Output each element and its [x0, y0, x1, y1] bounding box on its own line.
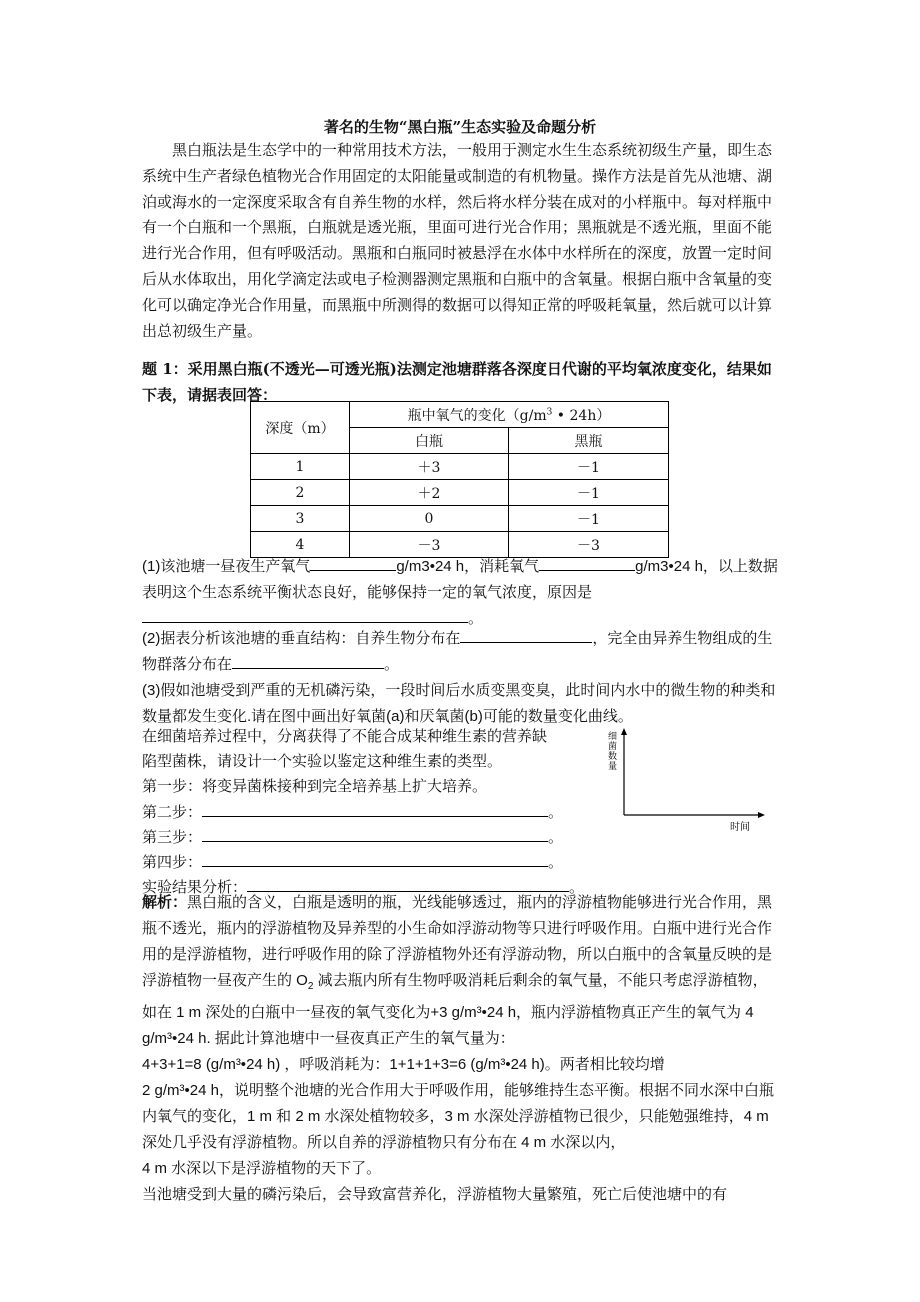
analysis-label: 解析： [142, 894, 188, 911]
result-end: 。 [569, 879, 585, 896]
table-row [251, 506, 669, 532]
black-cell: －1 [509, 454, 669, 480]
y-axis-arrow [621, 728, 627, 735]
step-2-label: 第二步： [142, 804, 203, 821]
step-1: 第一步：将变异菌株接种到完全培养基上扩大培养。 [142, 778, 488, 795]
q1-text-b: g/m3•24 h，消耗氧气 [396, 558, 540, 575]
q2-text-a: (2)据表分析该池塘的垂直结构：自养生物分布在 [142, 630, 461, 647]
answer-blank-reason[interactable] [142, 606, 468, 623]
depth-cell: 3 [251, 506, 350, 532]
answer-blank-step-3[interactable] [202, 825, 548, 842]
black-cell: －3 [509, 532, 669, 558]
oxygen-table [250, 401, 669, 558]
answer-blank-oxygen-consumed[interactable] [539, 554, 635, 571]
answer-blank-step-4[interactable] [202, 850, 548, 867]
graph-y-label [608, 731, 617, 772]
sub-question-2 [142, 626, 782, 678]
step-4-label: 第四步： [142, 854, 203, 871]
analysis-text-1b: 减去瓶内所有生物呼吸消耗后剩余的氧气量，不能只考虑浮游植物，如在 1 m 深处的白瓶中一昼夜的氧气变化为+3 g/m³•24 h，瓶内浮游植物真正产生的氧气为 4 g/m³•24 h. 据此计算池塘中一昼夜真正产生的氧气量为： [142, 972, 768, 1047]
result-label: 实验结果分析： [142, 879, 248, 896]
step-3-end: 。 [548, 829, 564, 846]
white-cell: ＋2 [350, 480, 509, 506]
answer-blank-heterotroph-zone[interactable] [232, 652, 384, 669]
step-3 [142, 825, 563, 847]
step-2 [142, 800, 563, 822]
q1-text-c: g/m3•24 h，以上数据表明这个生态系统平衡状态良好，能够保持一定的氧气浓度，原因是 [142, 558, 778, 601]
step-3-label: 第三步： [142, 829, 203, 846]
depth-cell: 1 [251, 454, 350, 480]
analysis-subscript: 2 [307, 981, 314, 992]
answer-blank-autotroph-zone[interactable] [460, 626, 592, 643]
analysis-text-5: 当池塘受到大量的磷污染后，会导致富营养化，浮游植物大量繁殖，死亡后使池塘中的有 [142, 1186, 728, 1203]
q1-text-d: 。 [468, 610, 484, 627]
table-header-depth: 深度（m） [251, 402, 350, 454]
header-prefix: 瓶中氧气的变化（g/m [407, 407, 547, 424]
q2-text-c: 。 [384, 656, 400, 673]
document-title: 著名的生物“黑白瓶”生态实验及命题分析 [323, 118, 597, 136]
step-4 [142, 850, 563, 872]
step-4-end: 。 [548, 854, 564, 871]
graph-x-label: 时间 [730, 822, 750, 833]
bacteria-text-line-2: 陷型菌株，请设计一个实验以鉴定这种维生素的类型。 [142, 753, 503, 770]
black-cell: －1 [509, 480, 669, 506]
analysis-text-4: 4 m 水深以下是浮游植物的天下了。 [142, 1160, 382, 1177]
graph-y-label-char: 数 [608, 752, 618, 762]
q2-text-b: ，完全由异养生物组成的生物群落分布在 [142, 630, 773, 673]
graph-y-label-char: 量 [608, 762, 618, 772]
table-header-white-bottle: 白瓶 [350, 428, 509, 454]
header-suffix: • 24h） [552, 407, 611, 424]
step-2-end: 。 [548, 804, 564, 821]
depth-cell: 4 [251, 532, 350, 558]
analysis-text-1: 黑白瓶的含义，白瓶是透明的瓶，光线能够透过，瓶内的浮游植物能够进行光合作用，黑瓶不透光，瓶内的浮游植物及异养型的小生命如浮游动物等只进行呼吸作用。白瓶中进行光合作用的是浮游植物，进行呼吸作用的除了浮游植物外还有浮游动物，所以白瓶中的含氧量反映的是浮游植物一昼夜产生的 O [142, 894, 773, 989]
table-row [251, 480, 669, 506]
bacteria-count-graph[interactable] [600, 725, 770, 835]
analysis-text-2: 4+3+1=8 (g/m³•24 h) ，呼吸消耗为：1+1+1+3=6 (g/m³•24 h)。两者相比较均增 [142, 1056, 665, 1073]
question-1-heading: 题 1：采用黑白瓶(不透光—可透光瓶)法测定池塘群落各深度日代谢的平均氧浓度变化，结果如下表，请据表回答： [142, 360, 772, 404]
depth-cell: 2 [251, 480, 350, 506]
answer-blank-oxygen-produced[interactable] [310, 554, 396, 571]
graph-y-label-char: 细 [608, 732, 618, 742]
answer-blank-step-2[interactable] [202, 800, 548, 817]
header-sup: 3 [546, 406, 553, 417]
white-cell: 0 [350, 506, 509, 532]
analysis-text-3: 2 g/m³•24 h，说明整个池塘的光合作用大于呼吸作用，能够维持生态平衡。根据不同水深中白瓶内氧气的变化，1 m 和 2 m 水深处植物较多，3 m 水深处浮游植物已很少，只能勉强维持，4 m 深处几乎没有浮游植物。所以自养的浮游植物只有分布在 4 m 水深以内， [142, 1082, 774, 1151]
table-row [251, 454, 669, 480]
white-cell: ＋3 [350, 454, 509, 480]
x-axis-arrow [758, 812, 765, 818]
black-cell: －1 [509, 506, 669, 532]
table-header-oxygen-change [350, 402, 669, 428]
white-cell: －3 [350, 532, 509, 558]
graph-y-label-char: 菌 [608, 742, 618, 752]
q1-text-a: (1)该池塘一昼夜生产氧气 [142, 558, 311, 575]
analysis-section [142, 890, 782, 1208]
sub-question-1 [142, 554, 782, 632]
intro-paragraph: 黑白瓶法是生态学中的一种常用技术方法，一般用于测定水生生态系统初级生产量，即生态系统中生产者绿色植物光合作用固定的太阳能量或制造的有机物量。操作方法是首先从池塘、湖泊或海水的一定深度采取含有自养生物的水样，然后将水样分装在成对的小样瓶中。每对样瓶中有一个白瓶和一个黑瓶，白瓶就是透光瓶，里面可进行光合作用；黑瓶就是不透光瓶，里面不能进行光合作用，但有呼吸活动。黑瓶和白瓶同时被悬浮在水体中水样所在的深度，放置一定时间后从水体取出，用化学滴定法或电子检测器测定黑瓶和白瓶中的含氧量。根据白瓶中含氧量的变化可以确定净光合作用量，而黑瓶中所测得的数据可以得知正常的呼吸耗氧量，然后就可以计算出总初级生产量。 [142, 141, 773, 340]
table-header-black-bottle: 黑瓶 [509, 428, 669, 454]
bacteria-text-line-1: 在细菌培养过程中，分离获得了不能合成某种维生素的营养缺 [142, 728, 548, 745]
sub-question-3: (3)假如池塘受到严重的无机磷污染，一段时间后水质变黑变臭，此时间内水中的微生物的种类和数量都发生变化.请在图中画出好氧菌(a)和厌氧菌(b)可能的数量变化曲线。 [142, 682, 776, 725]
